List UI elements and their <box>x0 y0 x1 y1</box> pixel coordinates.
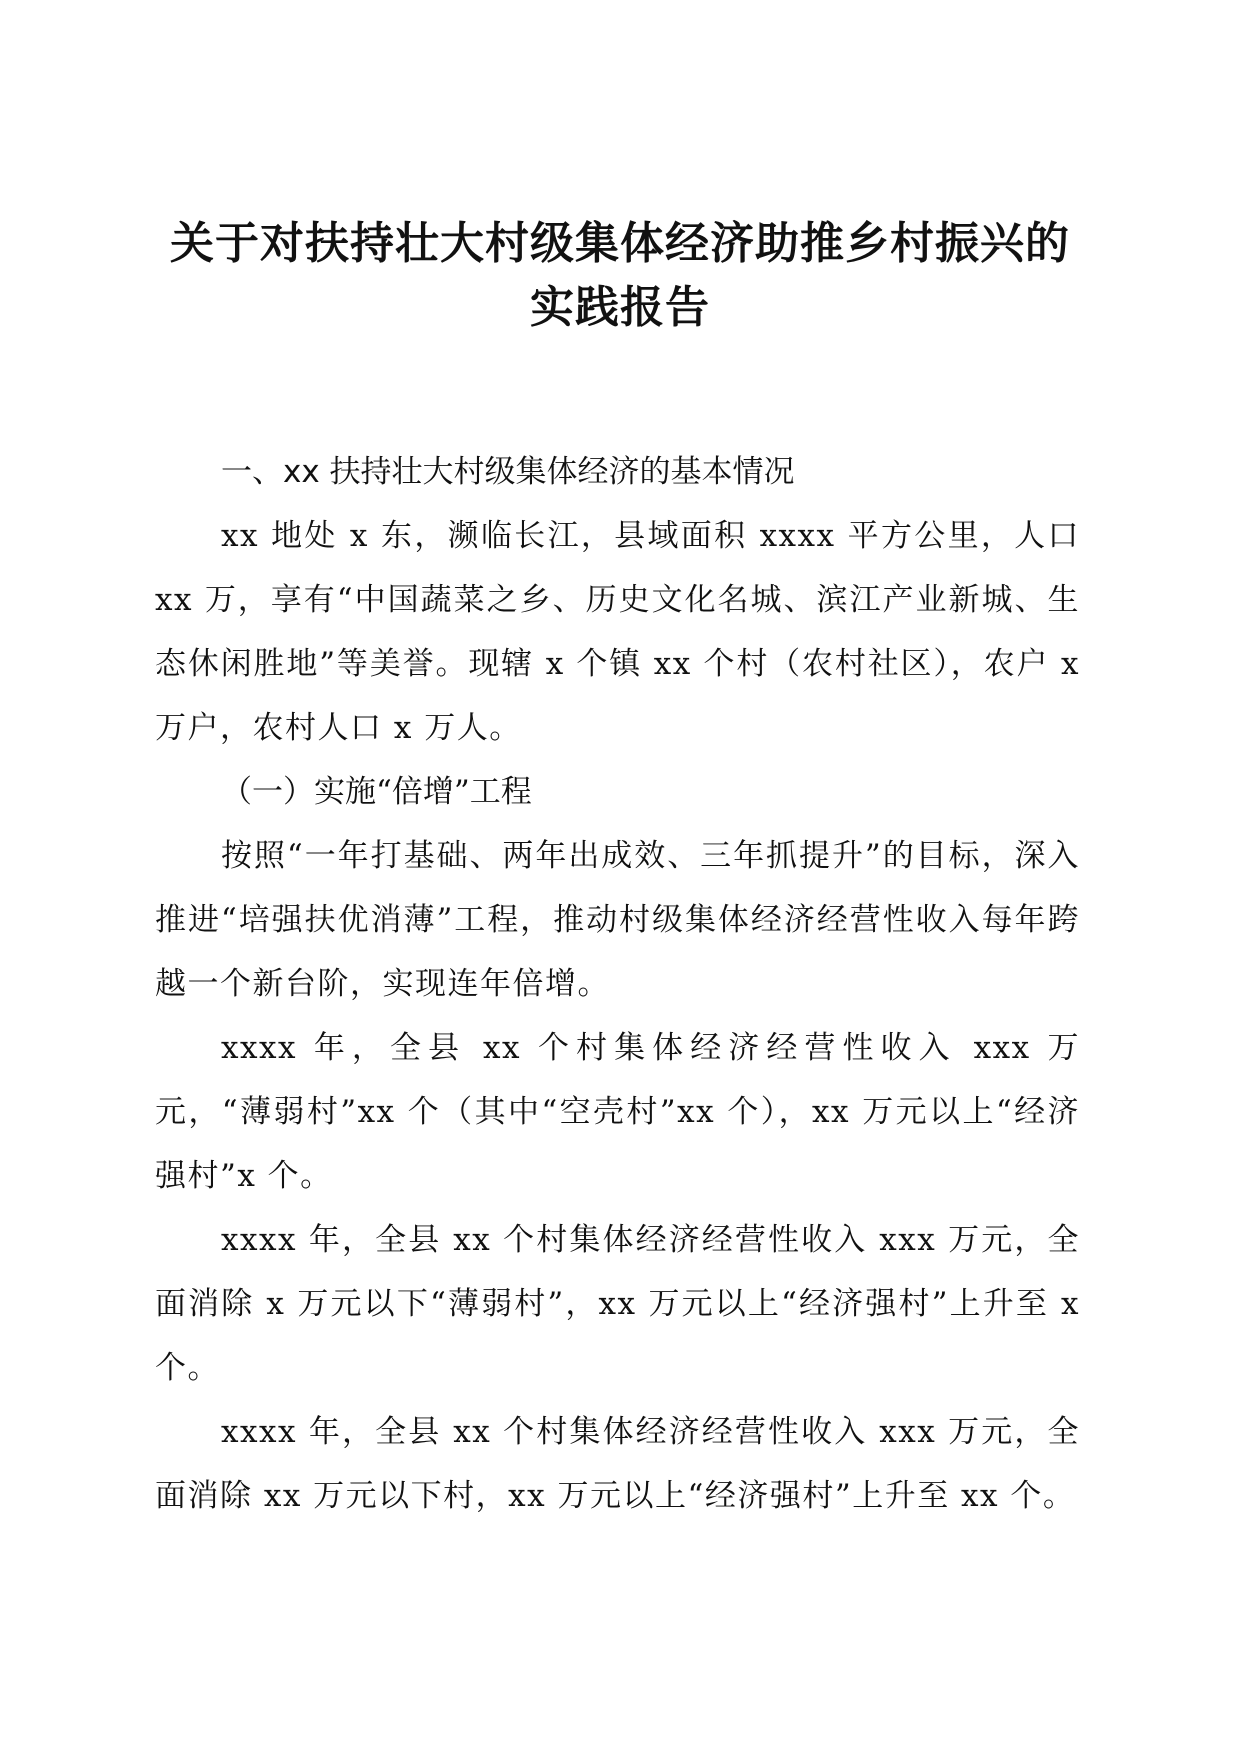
section-heading-basic-situation: 一、xx 扶持壮大村级集体经济的基本情况 <box>221 454 795 490</box>
year3-paragraph: xxxx 年，全县 xx 个村集体经济经营性收入 xxx 万元，全面消除 xx 万元以下村，xx 万元以上“经济强村”上升至 xx 个。 <box>155 1414 1080 1514</box>
goal-paragraph: 按照“一年打基础、两年出成效、三年抓提升”的目标，深入推进“培强扶优消薄”工程，推动村级集体经济经营性收入每年跨越一个新台阶，实现连年倍增。 <box>155 838 1080 1002</box>
subsection-heading-doubling: （一）实施“倍增”工程 <box>221 774 532 810</box>
document-title <box>140 212 1100 340</box>
document-body <box>155 440 1080 1528</box>
title-line-1: 关于对扶持壮大村级集体经济助推乡村振兴的 <box>170 218 1070 269</box>
year2-paragraph: xxxx 年，全县 xx 个村集体经济经营性收入 xxx 万元，全面消除 x 万元以下“薄弱村”，xx 万元以上“经济强村”上升至 x 个。 <box>155 1222 1080 1386</box>
title-line-2: 实践报告 <box>530 282 710 333</box>
intro-paragraph: xx 地处 x 东，濒临长江，县域面积 xxxx 平方公里，人口 xx 万，享有“中国蔬菜之乡、历史文化名城、滨江产业新城、生态休闲胜地”等美誉。现辖 x 个镇 xx 个村（农村社区），农户 x 万户，农村人口 x 万人。 <box>155 518 1080 746</box>
year1-paragraph: xxxx 年，全县 xx 个村集体经济经营性收入 xxx 万元，“薄弱村”xx 个（其中“空壳村”xx 个），xx 万元以上“经济强村”x 个。 <box>155 1030 1080 1194</box>
